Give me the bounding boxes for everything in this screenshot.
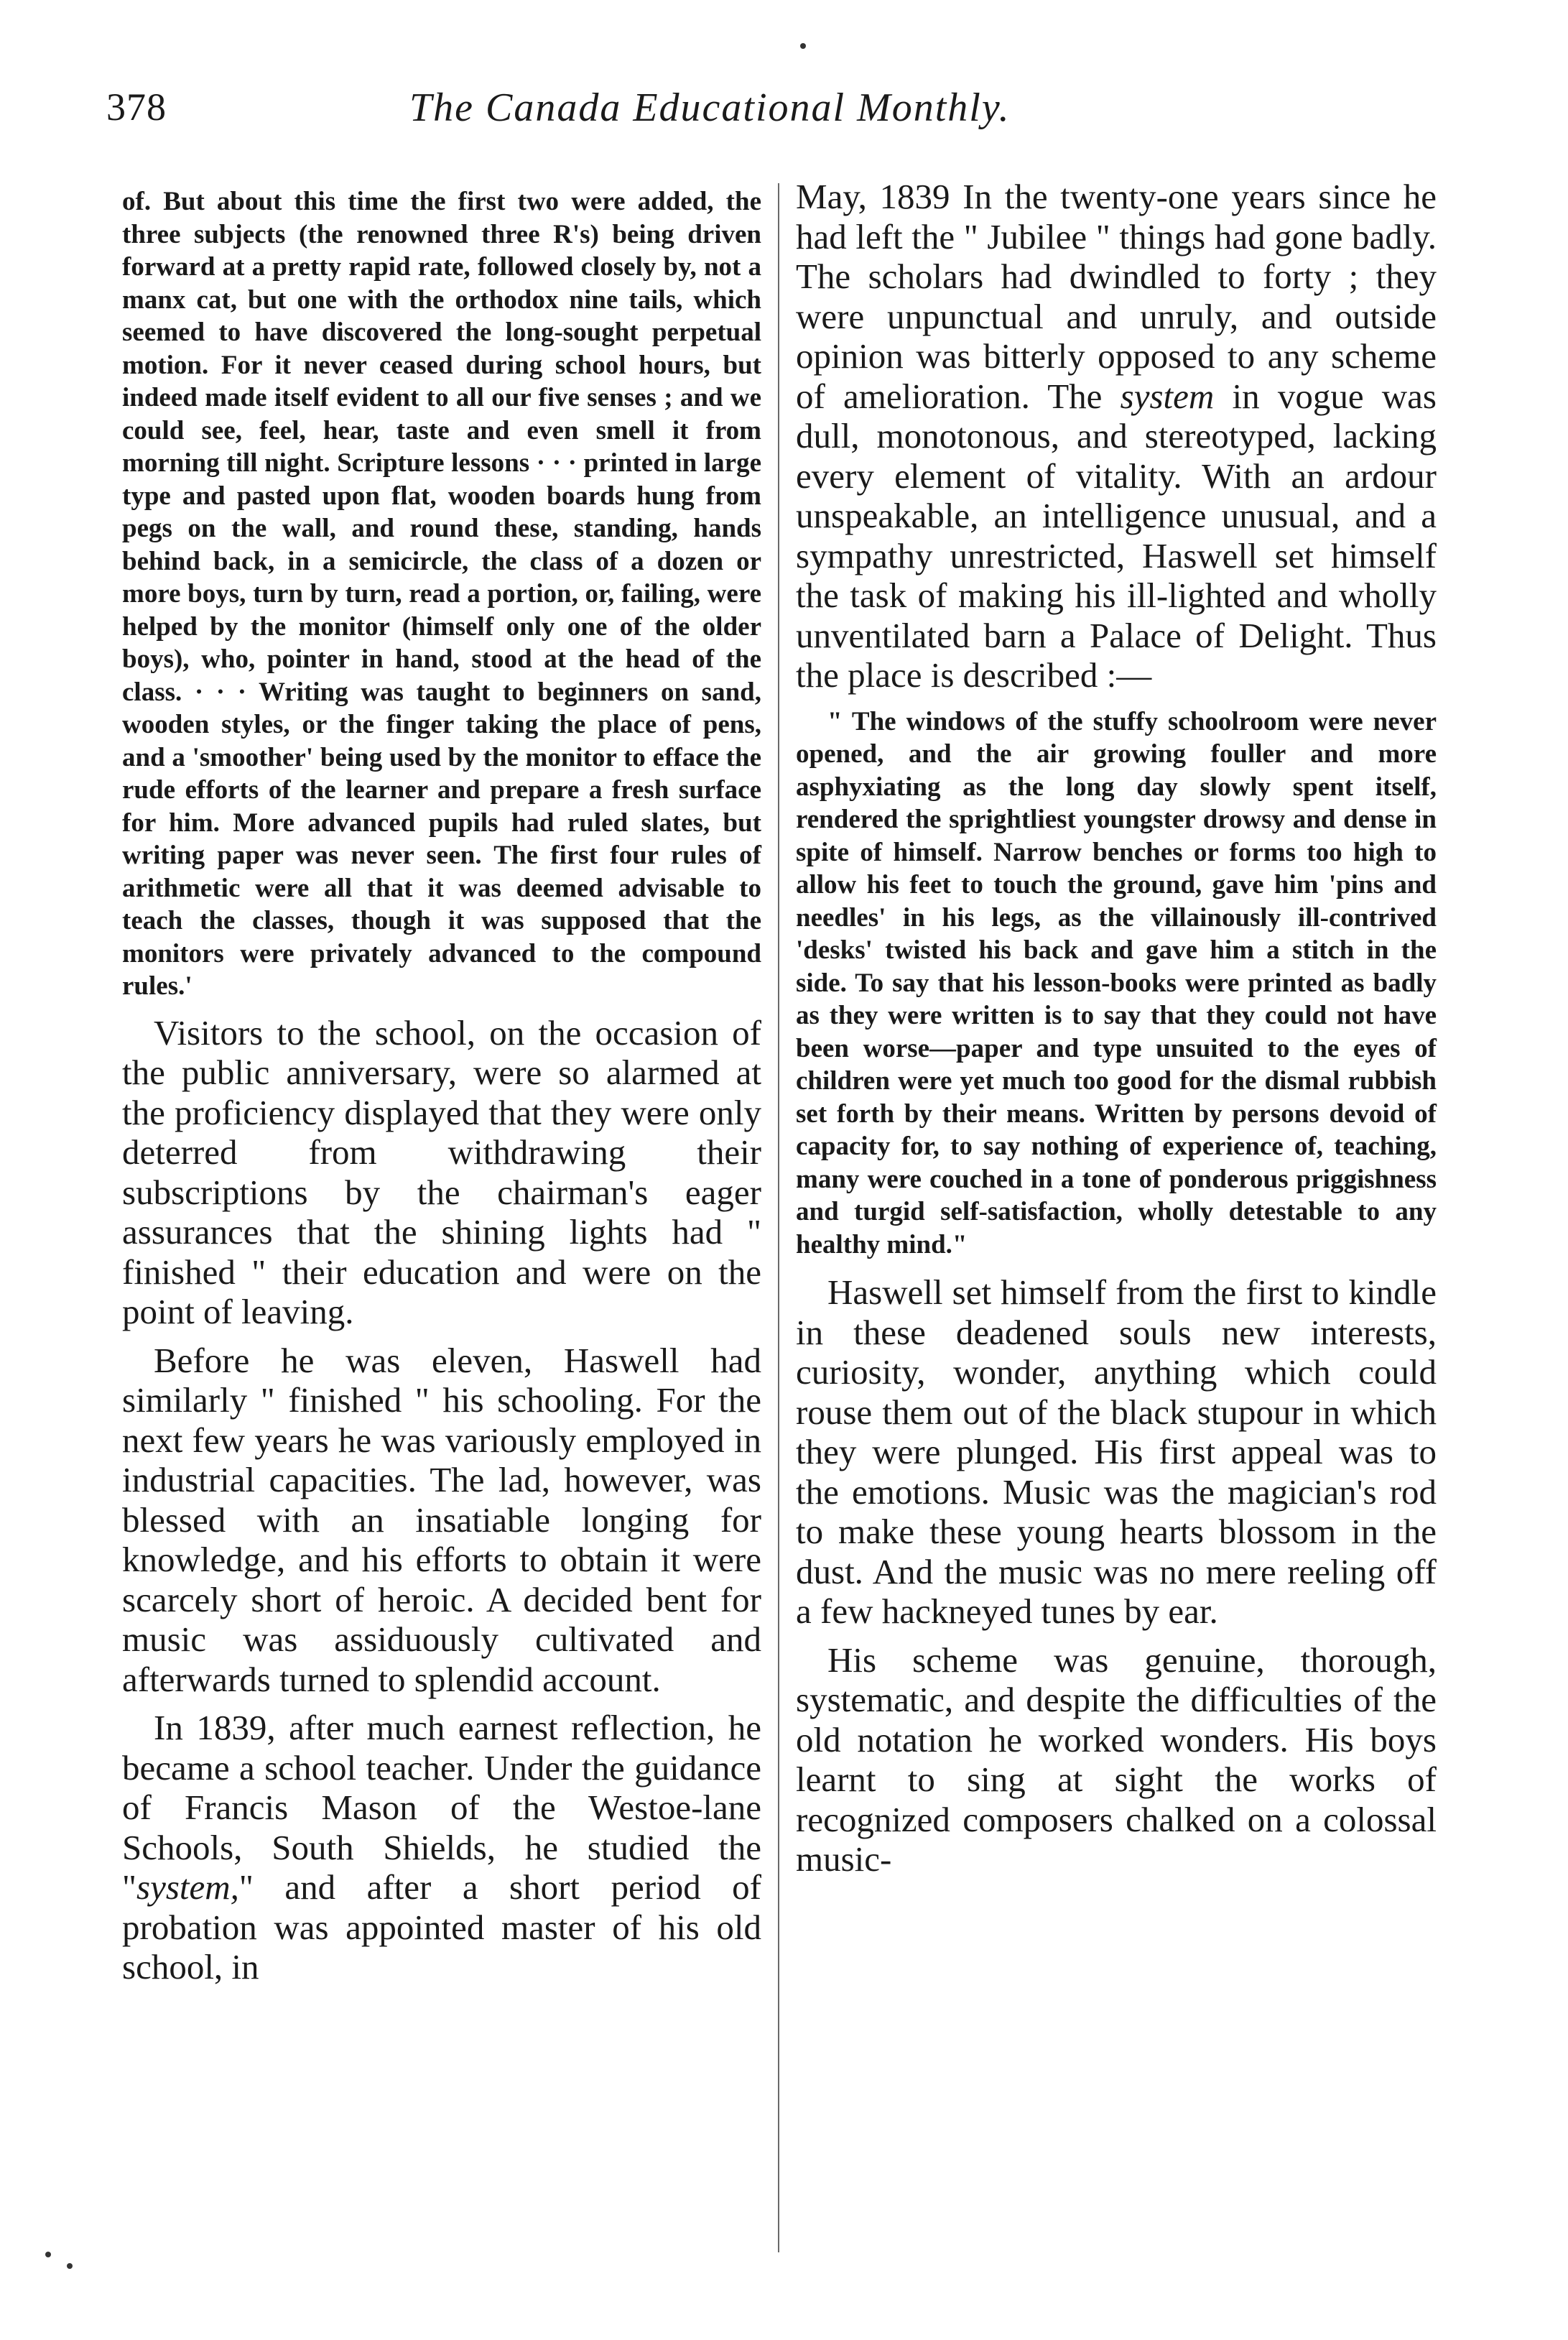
paragraph-1839-end: " and after a short period of probation was appointed master of his old school, in <box>122 1867 761 1987</box>
system-italic: system, <box>136 1867 239 1907</box>
paragraph-1839-start: In 1839, after much earnest reflection, he became a school teacher. Under the guidance of Francis Mason of the Westoe-lane Schools, South Shields, he studied the " <box>122 1708 761 1907</box>
paragraph-may-1839 <box>796 177 1437 695</box>
paragraph-scheme: His scheme was genuine, thorough, systematic, and despite the difficulties of the old notation he worked wonders. His boys learnt to sing at sight the works of recognized composers chalked on a colossal music- <box>796 1640 1437 1879</box>
paragraph-may-start: May, 1839 In the twenty-one years since he had left the " Jubilee " things had gone badly. The scholars had dwindled to forty ; they were unpunctual and unruly, and outside opinion was bitterly opposed to any scheme of amelioration. The <box>796 177 1437 416</box>
page-number: 378 <box>106 85 167 129</box>
column-rule <box>778 183 779 2252</box>
running-head: The Canada Educational Monthly. <box>409 85 1011 130</box>
quote-windows: " The windows of the stuffy schoolroom were never opened, and the air growing fouller and more asphyxiating as the long day slowly spent itself, rendered the sprightliest youngster drowsy and dense in spite of himself. Narrow benches or forms too high to allow his feet to touch the ground, gave him 'pins and needles' in his legs, as the villainously ill-contrived 'desks' twisted his back and gave him a stitch in the side. To say that his lesson-books were printed as badly as they were written is to say that they could not have been worse—paper and type unsuited to the eyes of children were yet much too good for the dismal rubbish set forth by their means. Written by persons devoid of capacity for, to say nothing of experience of, teaching, many were couched in a tone of ponderous priggishness and turgid self-satisfaction, wholly detestable to any healthy mind." <box>796 706 1437 1259</box>
paragraph-haswell-first: Haswell set himself from the first to kindle in these deadened souls new interests, curiosity, wonder, anything which could rouse them out of the black stupour in which they were plunged. His first appeal was to the emotions. Music was the magician's rod to make these young hearts blossom in the dust. And the music was no mere reeling off a few hackneyed tunes by ear. <box>796 1272 1437 1631</box>
system-italic: system <box>1120 376 1215 416</box>
left-column <box>122 185 761 1987</box>
right-column <box>796 177 1437 1879</box>
paragraph-visitors: Visitors to the school, on the occasion of the public anniversary, were so alarmed at the proficiency displayed that they were only deterred from withdrawing their subscriptions by the chairman's eager assurances that the shining lights had " finished " their education and were on the point of leaving. <box>122 1012 761 1331</box>
margin-speck <box>67 2263 73 2269</box>
paragraph-may-end: in vogue was dull, monotonous, and stereotyped, lacking every element of vitality. With an ardour unspeakable, an intelligence unusual, and a sympathy unrestricted, Haswell set himself the task of making his ill-lighted and wholly unventilated barn a Palace of Delight. Thus the place is described :— <box>796 376 1437 695</box>
paragraph-1839 <box>122 1708 761 1987</box>
quote-continuation: of. But about this time the first two were added, the three subjects (the renowned three R's) being driven forward at a pretty rapid rate, followed closely by, not a manx cat, but one with the orthodox nine tails, which seemed to have discovered the long-sought perpetual motion. For it never ceased during school hours, but indeed made itself evident to all our five senses ; and we could see, feel, hear, taste and even smell it from morning till night. Scripture lessons · · · printed in large type and pasted upon flat, wooden boards hung from pegs on the wall, and round these, standing, hands behind back, in a semicircle, the class of a dozen or more boys, turn by turn, read a portion, or, failing, were helped by the monitor (himself only one of the older boys), who, pointer in hand, stood at the head of the class. · · · Writing was taught to beginners on sand, wooden styles, or the finger taking the place of pens, and a 'smoother' being used by the monitor to efface the rude efforts of the learner and prepare a fresh surface for him. More advanced pupils had ruled slates, but writing paper was never seen. The first four rules of arithmetic were all that it was deemed advisable to teach the classes, though it was supposed that the monitors were privately advanced to the compound rules.' <box>122 187 761 1001</box>
margin-speck <box>800 43 806 49</box>
margin-speck <box>45 2252 51 2257</box>
paragraph-before-eleven: Before he was eleven, Haswell had similarly " finished " his schooling. For the next few years he was variously employed in industrial capacities. The lad, however, was blessed with an insatiable longing for knowledge, and his efforts to obtain it were scarcely short of heroic. A decided bent for music was assiduously cultivated and afterwards turned to splendid account. <box>122 1340 761 1699</box>
